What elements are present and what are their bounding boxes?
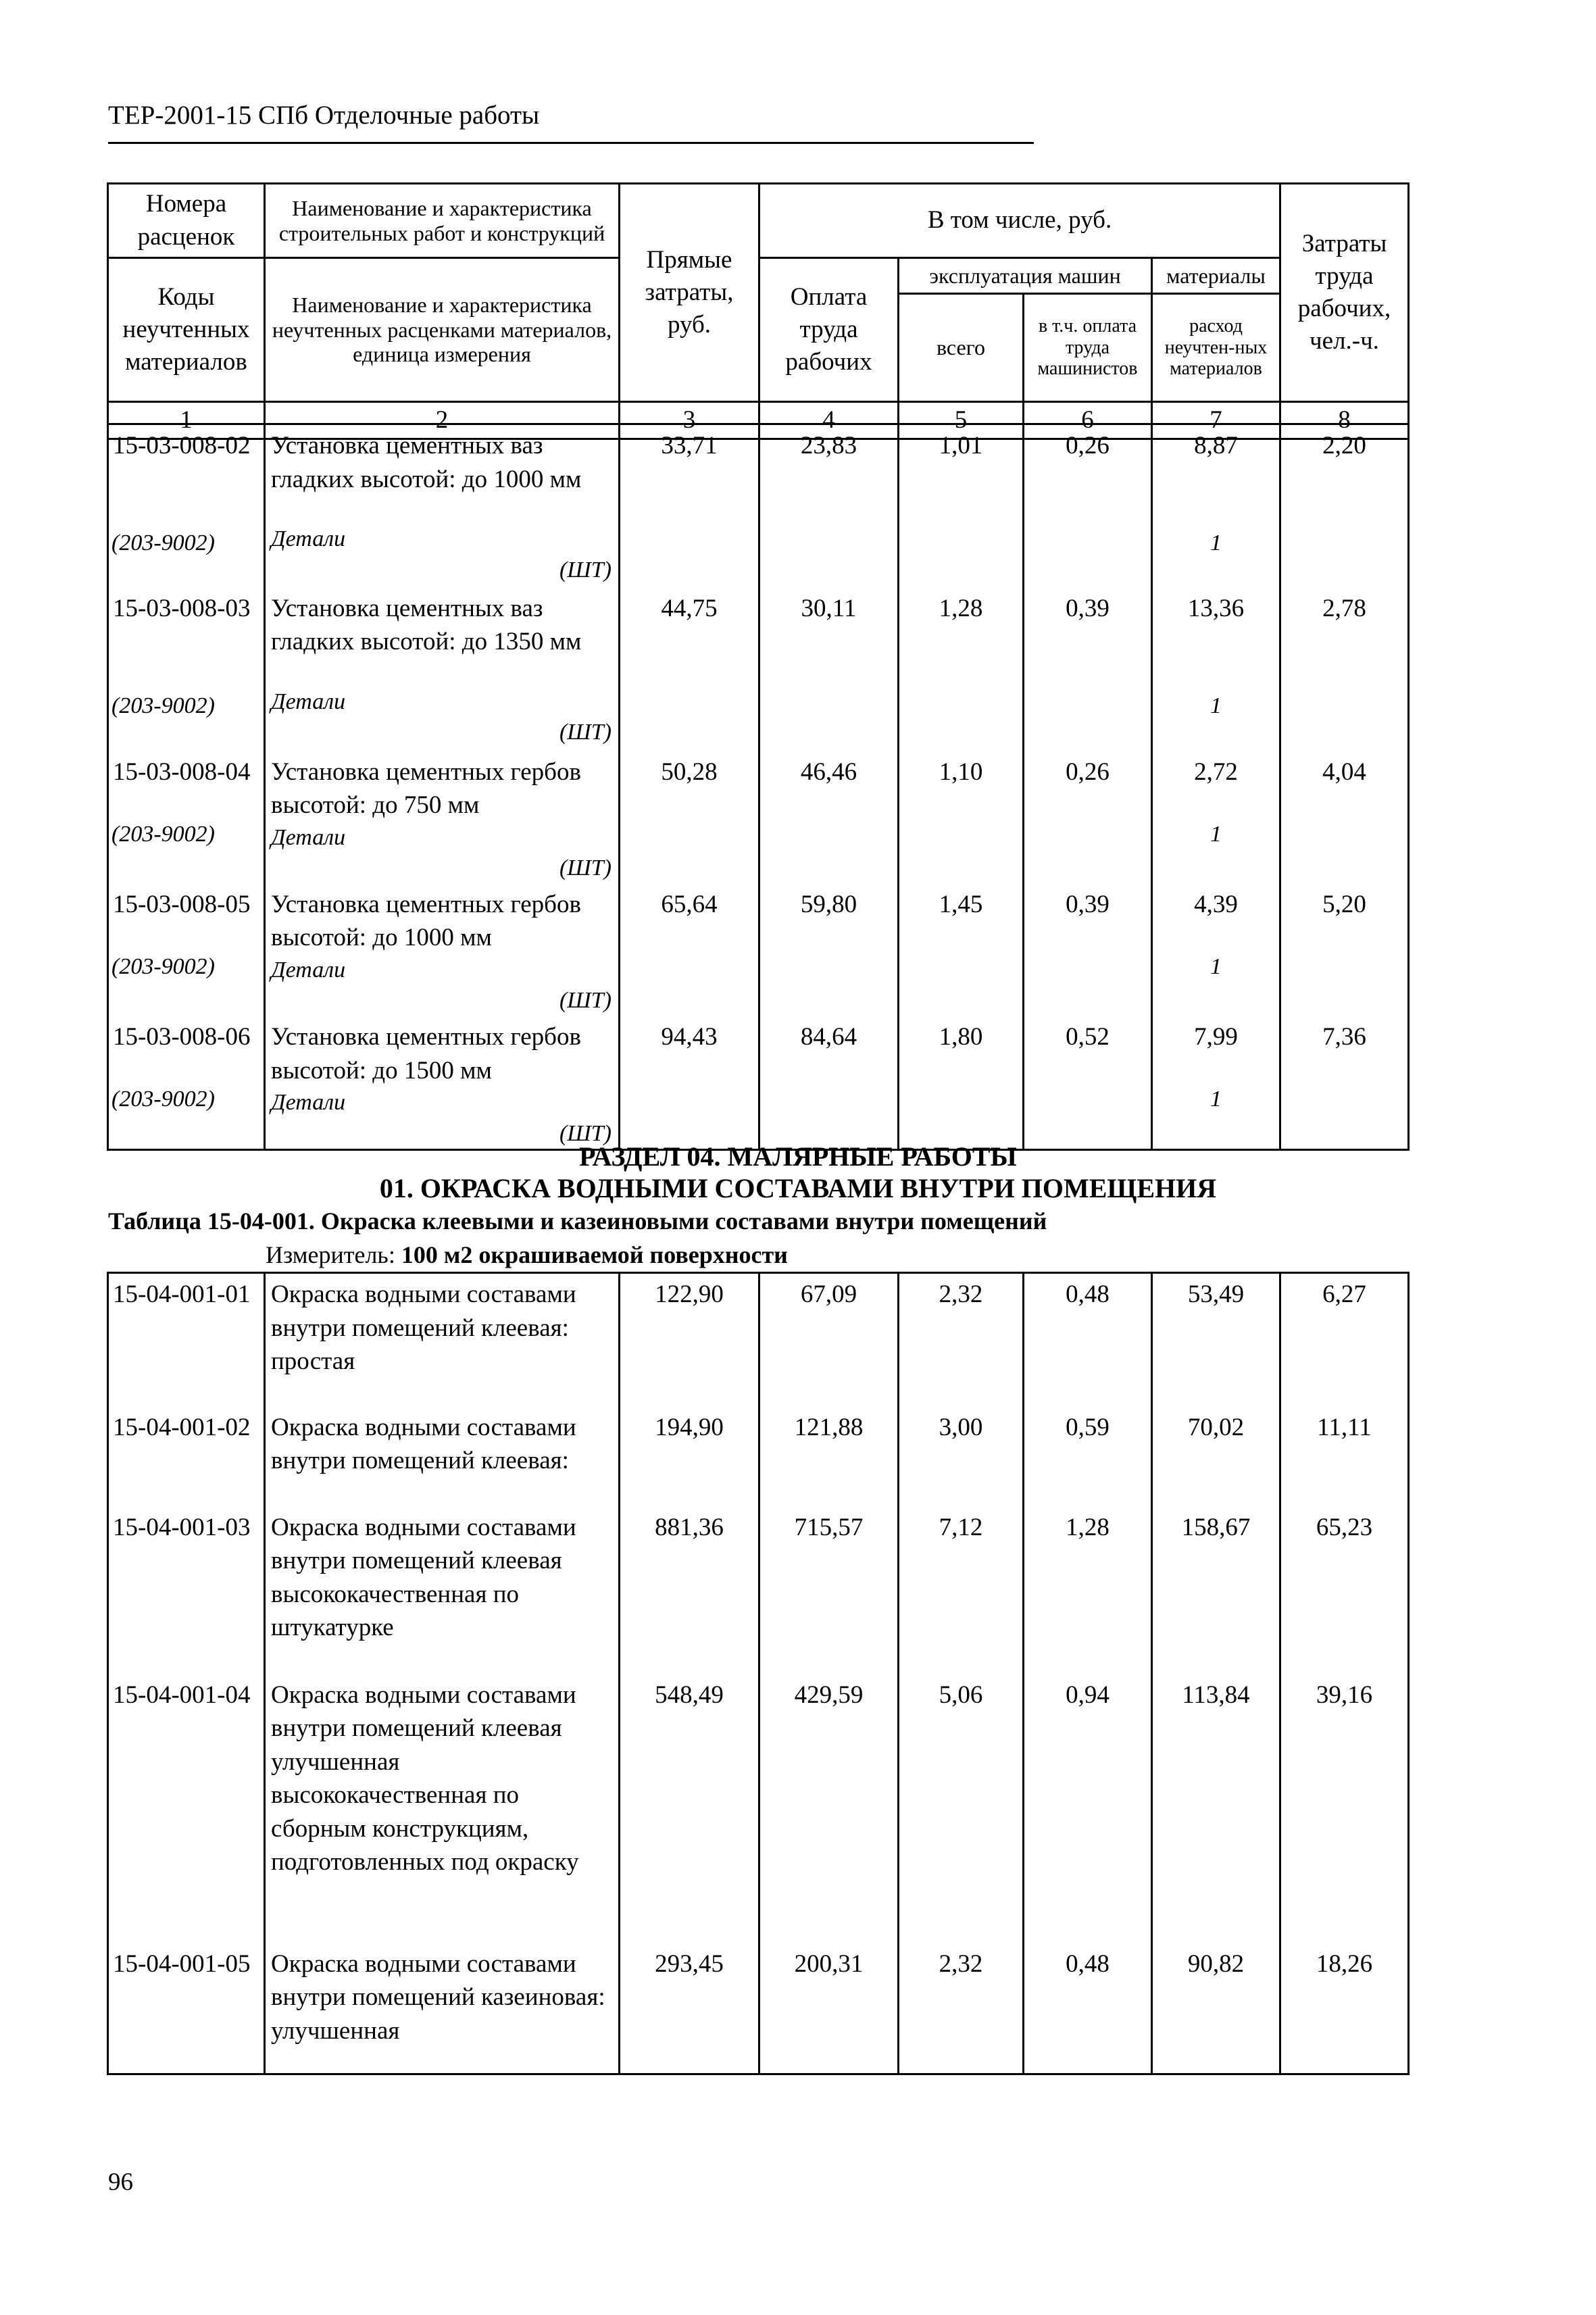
table-row — [108, 424, 1409, 588]
rates-table-15-03-008 — [107, 423, 1410, 1151]
rate-code: 15-04-001-02 — [108, 1407, 265, 1507]
col1-bottom-header: Коды неучтенных материалов — [108, 258, 265, 402]
rate-name-cell — [265, 424, 620, 588]
col-number: 3 — [620, 402, 759, 439]
labor-cost: 23,83 — [759, 424, 899, 588]
col-number: 1 — [108, 402, 265, 439]
labor-cost: 59,80 — [759, 884, 899, 1016]
materials-cost-cell — [1152, 588, 1280, 751]
labor-hours: 5,20 — [1280, 884, 1409, 1016]
materials-cost-cell — [1152, 751, 1280, 884]
column-header-table — [107, 182, 1410, 440]
table-row — [108, 1674, 1409, 1943]
material-quantity: 1 — [1210, 821, 1222, 847]
machinist-labor-cost: 0,26 — [1024, 751, 1152, 884]
machinist-labor-cost: 0,48 — [1024, 1943, 1152, 2074]
material-name: Детали — [271, 1090, 346, 1116]
measure-line — [266, 1241, 788, 1269]
rate-name: Окраска водными составами внутри помещений клеевая улучшенная высококачественная по сборным конструкциям, подготовленных под окраску — [265, 1674, 620, 1943]
rate-name-cell — [265, 884, 620, 1016]
machine-cost: 3,00 — [899, 1407, 1024, 1507]
header-rule — [108, 142, 1034, 144]
rate-code-cell — [108, 588, 265, 751]
table-title: Таблица 15-04-001. Окраска клеевыми и казеиновыми составами внутри помещений — [108, 1208, 1047, 1235]
col-number: 4 — [759, 402, 899, 439]
labor-hours: 4,04 — [1280, 751, 1409, 884]
material-unit: (ШТ) — [559, 720, 612, 745]
labor-cost: 715,57 — [759, 1507, 899, 1674]
machine-cost: 1,80 — [899, 1016, 1024, 1150]
measure-value: 100 м2 окрашиваемой поверхности — [401, 1241, 788, 1268]
direct-cost: 94,43 — [620, 1016, 759, 1150]
material-unit: (ШТ) — [559, 557, 612, 582]
material-code: (203-9002) — [111, 953, 215, 979]
machine-cost: 1,10 — [899, 751, 1024, 884]
rate-code-cell — [108, 884, 265, 1016]
material-unit: (ШТ) — [559, 988, 612, 1014]
col-number: 8 — [1280, 402, 1409, 439]
labor-cost: 84,64 — [759, 1016, 899, 1150]
machines-header: эксплуатация машин — [899, 258, 1152, 294]
labor-hours: 2,78 — [1280, 588, 1409, 751]
rate-code-cell — [108, 424, 265, 588]
col2-top-header: Наименование и характеристика строительных работ и конструкций — [265, 184, 620, 258]
labor-hours: 65,23 — [1280, 1507, 1409, 1674]
rate-name: Окраска водными составами внутри помещений казеиновая: улучшенная — [265, 1943, 620, 2074]
machine-cost: 7,12 — [899, 1507, 1024, 1674]
machine-cost: 2,32 — [899, 1273, 1024, 1407]
table-row — [108, 1407, 1409, 1507]
rate-code: 15-04-001-04 — [108, 1674, 265, 1943]
labor-hours: 39,16 — [1280, 1674, 1409, 1943]
measure-label: Измеритель: — [266, 1241, 395, 1268]
direct-cost: 122,90 — [620, 1273, 759, 1407]
machinist-labor-cost: 0,48 — [1024, 1273, 1152, 1407]
material-code: (203-9002) — [111, 693, 215, 718]
materials-cost: 8,87 — [1194, 432, 1238, 459]
machinist-labor-cost: 0,39 — [1024, 884, 1152, 1016]
col6-header: в т.ч. оплата труда машинистов — [1024, 294, 1152, 402]
labor-hours: 18,26 — [1280, 1943, 1409, 2074]
materials-cost-cell — [1152, 424, 1280, 588]
machinist-labor-cost: 0,26 — [1024, 424, 1152, 588]
col5-header: всего — [899, 294, 1024, 402]
materials-cost: 90,82 — [1152, 1943, 1280, 2074]
material-name: Детали — [271, 957, 346, 982]
rate-name: Установка цементных ваз гладких высотой: до 1350 мм — [271, 594, 582, 656]
table-row — [108, 884, 1409, 1016]
table-row — [108, 1943, 1409, 2074]
material-quantity: 1 — [1210, 530, 1222, 555]
material-name: Детали — [271, 526, 346, 551]
labor-cost: 121,88 — [759, 1407, 899, 1507]
page-header-title: ТЕР-2001-15 СПб Отделочные работы — [108, 101, 540, 130]
material-name: Детали — [271, 824, 346, 850]
labor-hours: 11,11 — [1280, 1407, 1409, 1507]
direct-cost: 548,49 — [620, 1674, 759, 1943]
labor-cost: 200,31 — [759, 1943, 899, 2074]
rate-code-cell — [108, 751, 265, 884]
labor-cost: 67,09 — [759, 1273, 899, 1407]
material-code: (203-9002) — [111, 821, 215, 847]
rate-name: Окраска водными составами внутри помещений клеевая высококачественная по штукатурке — [265, 1507, 620, 1674]
rate-name: Установка цементных гербов высотой: до 750 мм — [271, 757, 581, 820]
machine-cost: 2,32 — [899, 1943, 1024, 2074]
col-number: 6 — [1024, 402, 1152, 439]
col3-header: Прямые затраты, руб. — [620, 184, 759, 402]
materials-cost: 70,02 — [1152, 1407, 1280, 1507]
col1-top-header: Номера расценок — [108, 184, 265, 258]
rate-code: 15-03-008-02 — [113, 432, 251, 459]
table-row — [108, 1273, 1409, 1407]
rate-name-cell — [265, 1016, 620, 1150]
machine-cost: 1,28 — [899, 588, 1024, 751]
rate-code: 15-03-008-04 — [113, 757, 251, 786]
material-quantity: 1 — [1210, 693, 1222, 718]
machine-cost: 1,45 — [899, 884, 1024, 1016]
labor-cost: 46,46 — [759, 751, 899, 884]
machine-cost: 5,06 — [899, 1674, 1024, 1943]
material-code: (203-9002) — [111, 530, 215, 555]
page-number: 96 — [108, 2168, 133, 2196]
labor-hours: 7,36 — [1280, 1016, 1409, 1150]
direct-cost: 50,28 — [620, 751, 759, 884]
direct-cost: 293,45 — [620, 1943, 759, 2074]
rates-table-15-04-001 — [107, 1272, 1410, 2075]
col7-header: расход неучтен-ных материалов — [1152, 294, 1280, 402]
machinist-labor-cost: 0,39 — [1024, 588, 1152, 751]
materials-cost: 2,72 — [1194, 757, 1238, 786]
material-unit: (ШТ) — [559, 855, 612, 881]
rate-code: 15-03-008-05 — [113, 890, 251, 918]
direct-cost: 65,64 — [620, 884, 759, 1016]
machinist-labor-cost: 0,52 — [1024, 1016, 1152, 1150]
rate-code-cell — [108, 1016, 265, 1150]
materials-cost: 158,67 — [1152, 1507, 1280, 1674]
labor-hours: 2,20 — [1280, 424, 1409, 588]
col2-bottom-header: Наименование и характеристика неучтенных расценками материалов, единица измерения — [265, 258, 620, 402]
rate-code: 15-03-008-06 — [113, 1023, 251, 1051]
rate-code: 15-04-001-01 — [108, 1273, 265, 1407]
rate-code: 15-04-001-05 — [108, 1943, 265, 2074]
materials-cost: 7,99 — [1194, 1023, 1238, 1051]
table-row — [108, 588, 1409, 751]
table-row — [108, 751, 1409, 884]
rate-name: Установка цементных ваз гладких высотой: до 1000 мм — [271, 432, 582, 493]
rate-name-cell — [265, 751, 620, 884]
col-number: 7 — [1152, 402, 1280, 439]
materials-cost: 4,39 — [1194, 890, 1238, 918]
rate-name: Окраска водными составами внутри помещений клеевая: простая — [265, 1273, 620, 1407]
materials-cost-cell — [1152, 884, 1280, 1016]
labor-cost: 429,59 — [759, 1674, 899, 1943]
rate-code: 15-03-008-03 — [113, 594, 251, 622]
direct-cost: 44,75 — [620, 588, 759, 751]
col4-header: Оплата труда рабочих — [759, 258, 899, 402]
materials-cost-cell — [1152, 1016, 1280, 1150]
rate-code: 15-04-001-03 — [108, 1507, 265, 1674]
materials-cost: 13,36 — [1187, 594, 1245, 622]
material-code: (203-9002) — [111, 1087, 215, 1112]
section-title: РАЗДЕЛ 04. МАЛЯРНЫЕ РАБОТЫ — [579, 1141, 1017, 1172]
machine-cost: 1,01 — [899, 424, 1024, 588]
machinist-labor-cost: 1,28 — [1024, 1507, 1152, 1674]
machinist-labor-cost: 0,59 — [1024, 1407, 1152, 1507]
col-number: 5 — [899, 402, 1024, 439]
materials-cost: 113,84 — [1152, 1674, 1280, 1943]
col8-header: Затраты труда рабочих, чел.-ч. — [1280, 184, 1409, 402]
materials-header: материалы — [1152, 258, 1280, 294]
material-unit: (ШТ) — [559, 1120, 612, 1146]
col-number: 2 — [265, 402, 620, 439]
direct-cost: 194,90 — [620, 1407, 759, 1507]
rate-name: Установка цементных гербов высотой: до 1500 мм — [271, 1023, 581, 1085]
rate-name: Установка цементных гербов высотой: до 1000 мм — [271, 890, 581, 952]
rate-name: Окраска водными составами внутри помещений клеевая: — [265, 1407, 620, 1507]
materials-cost: 53,49 — [1152, 1273, 1280, 1407]
subsection-title: 01. ОКРАСКА ВОДНЫМИ СОСТАВАМИ ВНУТРИ ПОМЕЩЕНИЯ — [379, 1173, 1217, 1203]
in-total-header: В том числе, руб. — [759, 184, 1280, 258]
table-row — [108, 1507, 1409, 1674]
labor-hours: 6,27 — [1280, 1273, 1409, 1407]
direct-cost: 881,36 — [620, 1507, 759, 1674]
rate-name-cell — [265, 588, 620, 751]
material-quantity: 1 — [1210, 953, 1222, 979]
labor-cost: 30,11 — [759, 588, 899, 751]
table-row — [108, 1016, 1409, 1150]
material-name: Детали — [271, 689, 346, 714]
machinist-labor-cost: 0,94 — [1024, 1674, 1152, 1943]
material-quantity: 1 — [1210, 1087, 1222, 1112]
direct-cost: 33,71 — [620, 424, 759, 588]
